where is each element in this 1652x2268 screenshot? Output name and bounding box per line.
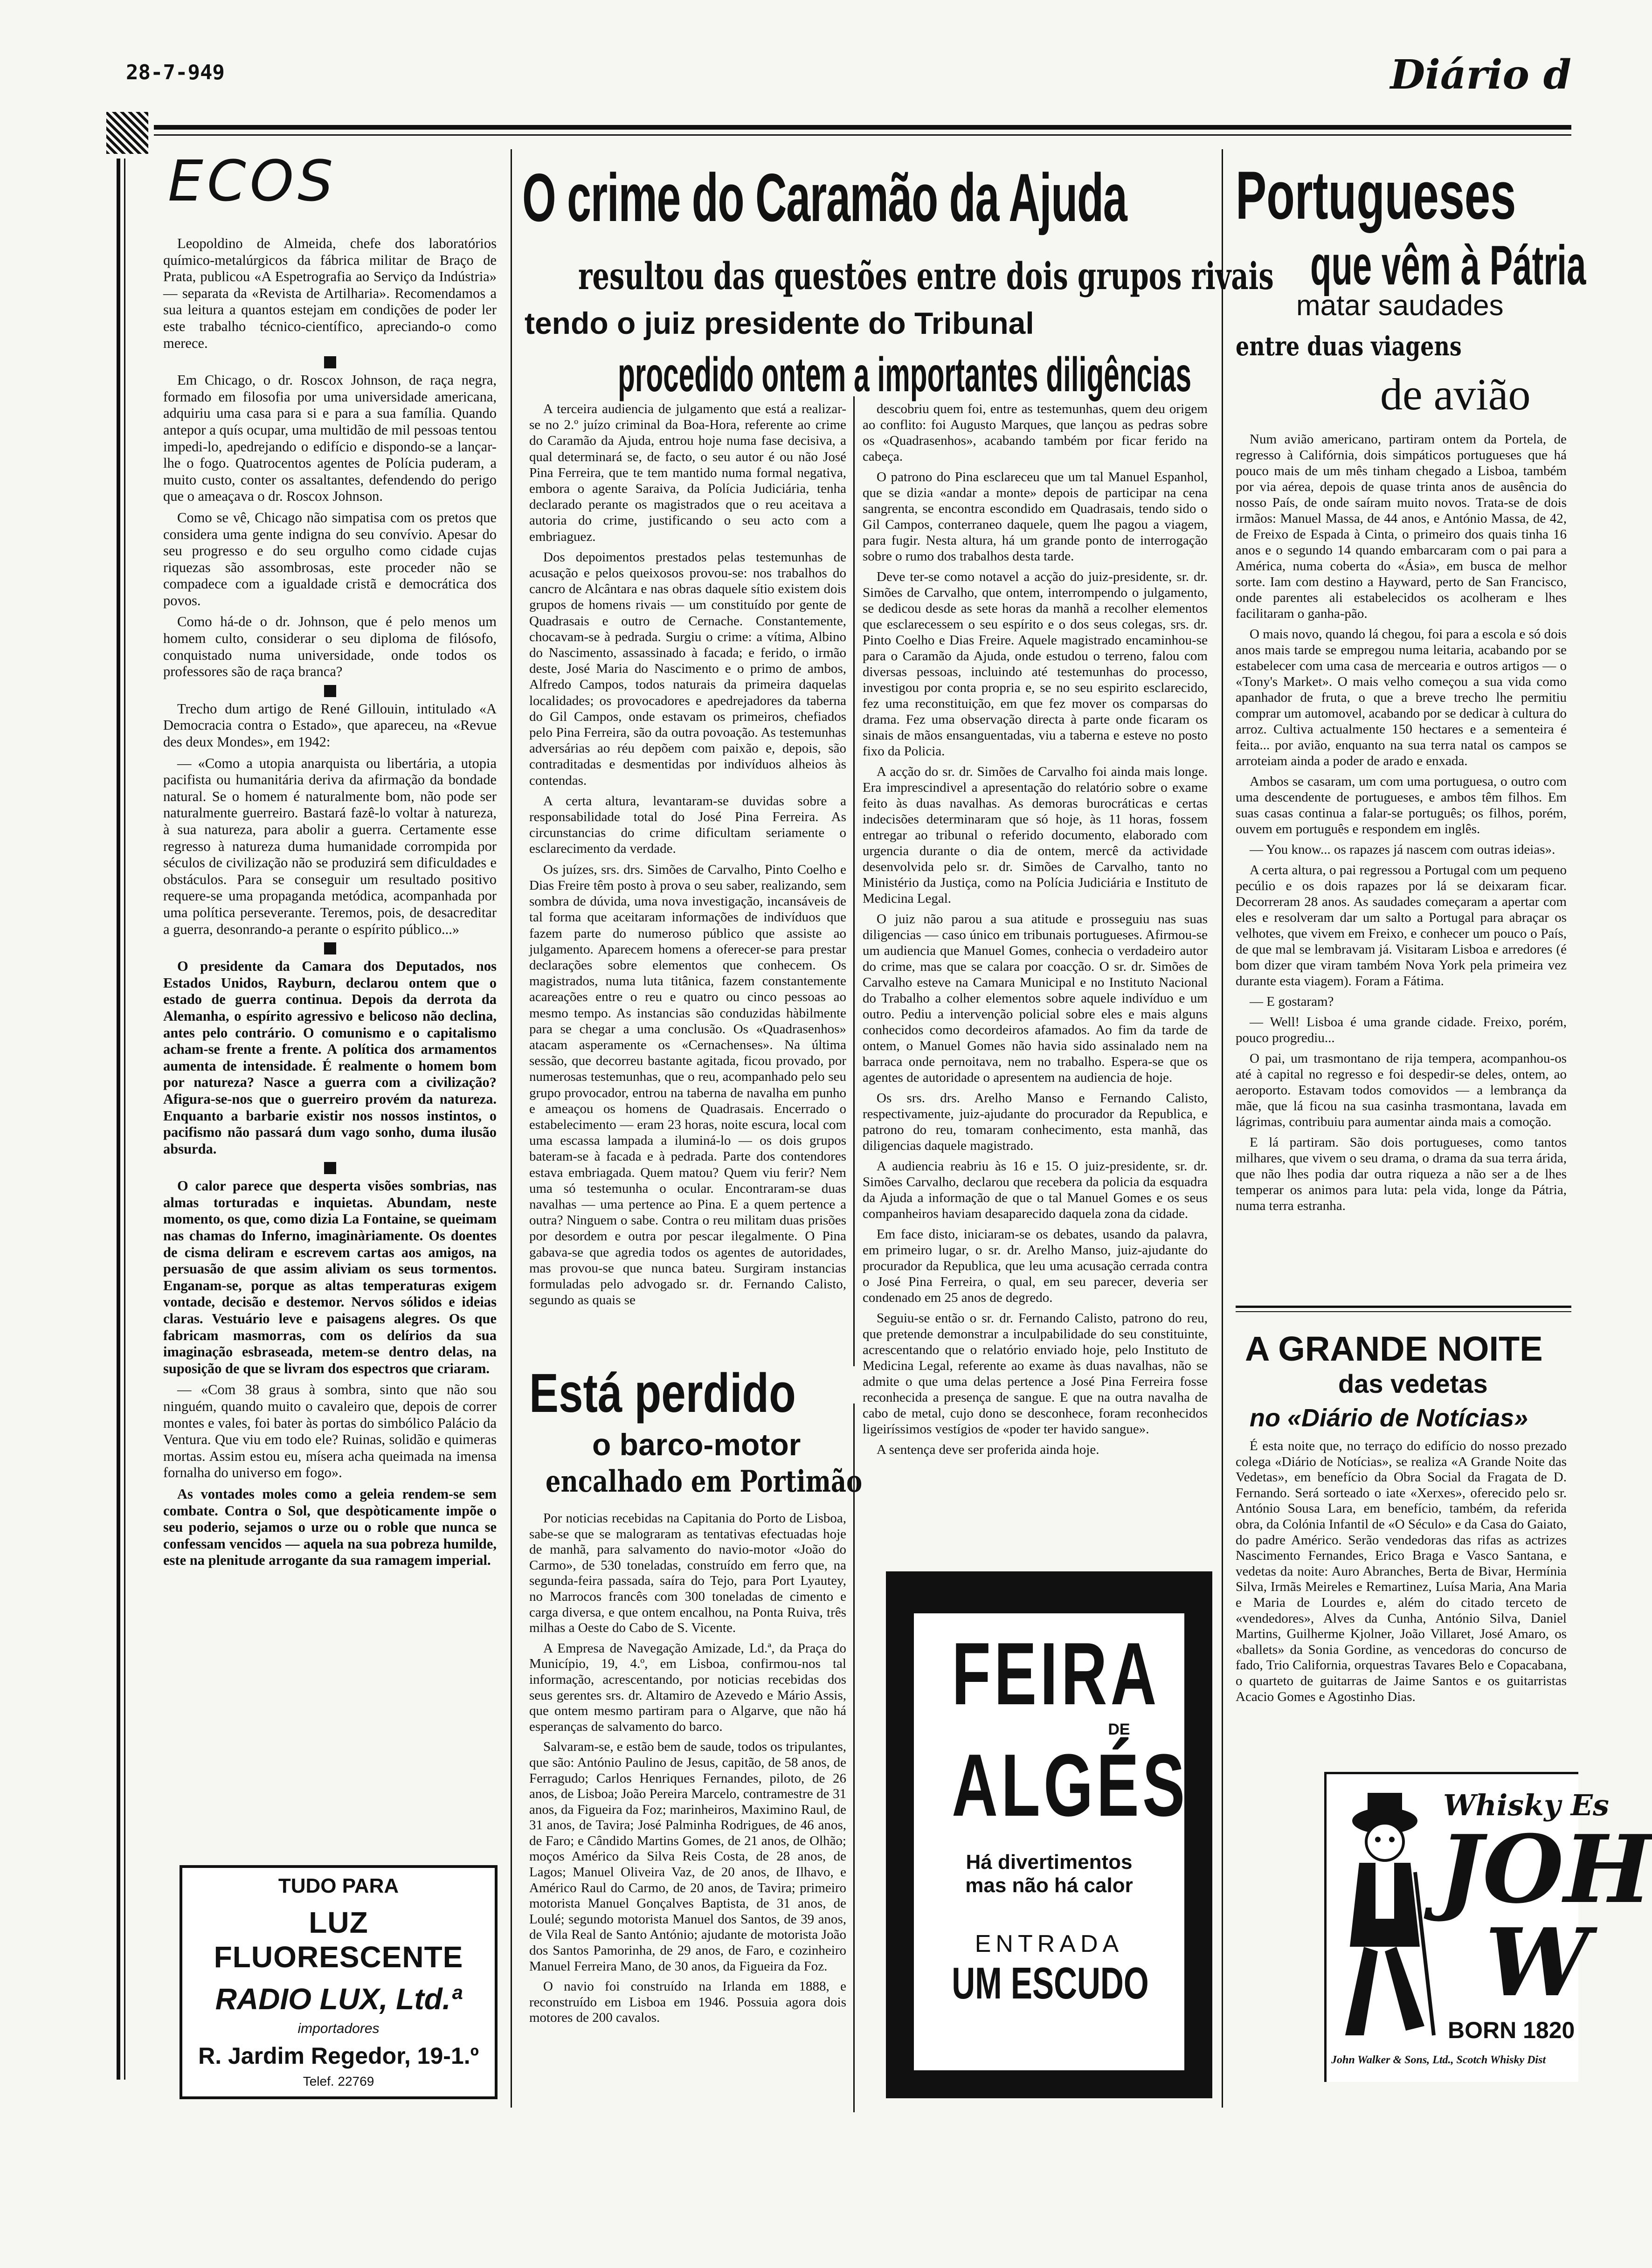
ad-line: Whisky Es — [1443, 1788, 1609, 1822]
ecos-paragraph: Leopoldino de Almeida, chefe dos laboratórios químico-metalúrgicos da fábrica militar de Braço de Prata, publicou «A Espetrografia ao Serviço da Indústria» — separata da «Revista de Artilharia». Recomendamos a sua leitura a quantos estejam em condições de poder ler este trabalho técnico-científico, apreciando-o como merece. — [163, 235, 497, 351]
portugueses-paragraph: A certa altura, o pai regressou a Portugal com um pequeno pecúlio e os dois rapazes por lá se deixaram ficar. Decorreram 28 anos. As saudades começaram a apertar com eles e resolveram dar um salto a Portugal para abraçar os velhotes, que vivem em Freixo, e conhecer um pouco o País, de que mal se lembravam já. Visitaram Lisboa e arredores (é bom dizer que viram também Nova York pela primeira vez durante esta viagem). Foram a Fátima. — [1236, 863, 1567, 989]
barco-paragraph: Por noticias recebidas na Capitania do Porto de Lisboa, sabe-se que se malograram as tentativas efectuadas hoje de manhã, para salvamento do navio-motor «João do Carmo», de 530 toneladas, construído em ferro que, na segunda-feira passada, saíra do Tejo, para Port Lyautey, no Marrocos francês com 300 toneladas de cimento e carga diversa, e que ontem encalhou, na Ponta Ruiva, três milhas a Oeste do Cabo de S. Vicente. — [529, 1511, 846, 1636]
portugueses-column — [1236, 431, 1567, 1289]
noite-subhead: no «Diário de Notícias» — [1250, 1404, 1528, 1432]
ecos-paragraph: As vontades moles como a geleia rendem-se sem combate. Contra o Sol, que despòticamente impõe o seu poderio, sejamos o urze ou o roble que nunca se confessam vencidos — aquela na sua pobreza humilde, este na plenitude arrogante da sua ramagem imperial. — [163, 1486, 497, 1569]
portugueses-paragraph: — Well! Lisboa é uma grande cidade. Freixo, porém, pouco progrediu... — [1236, 1015, 1567, 1045]
section-rule — [1236, 1311, 1571, 1312]
column-rule — [853, 1404, 855, 2112]
portugueses-paragraph: O mais novo, quando lá chegou, foi para a escola e só dois anos mais tarde se empregou numa leitaria, acabando por se estabelecer com uma casa de mercearia e outros artigos — o «Tony's Market». O mais velho começou a sua vida como apanhador de fruta, o que a breve trecho lhe permitiu comprar um automovel, acabando por se dedicar à cultura do arroz. Cultiva actualmente 150 hectares e a sementeira é feita... por avião, enquanto na sua terra natal os campos se arroteiam ainda a poder de arado e enxada. — [1236, 627, 1567, 768]
crime-paragraph: Seguiu-se então o sr. dr. Fernando Calisto, patrono do reu, que pretende demonstrar a inculpabilidade do seu constituinte, acrescentando que o relatório enviado hoje, pelo Instituto de Medicina Legal, referente ao exame às duas navalhas, não se admite o que uma delas pertence a José Pina Ferreira fosse reconhecida a presença de sangue. E que na outra navalha de cabo de metal, cujo dono se desconhece, foram reconhecidos ligeiríssimos vestígios de «poder ter havido sangue». — [863, 1311, 1208, 1437]
portugueses-paragraph: — You know... os rapazes já nascem com outras ideias». — [1250, 842, 1555, 857]
corner-ornament — [106, 112, 148, 154]
ad-line: Telef. 22769 — [303, 2074, 374, 2088]
crime-column — [529, 401, 846, 1357]
radio-lux-ad — [180, 1865, 498, 2099]
crime-paragraph: Dos depoimentos prestados pelas testemunhas de acusação e pelos queixosos provou-se: nos trabalhos do cancro de Alcântara e nas obras daquele sítio existem dois grupos de homens rivais — um constituído por gente de Quadrasais e outro de Cernache. Constantemente, chocavam-se à pedrada. Surgiu o crime: a vítima, Albino do Nascimento, assassinado à facada; e ferido, o irmão deste, José Maria do Nascimento e o primo de ambos, Alfredo Campos, todos naturais da primeira daquelas localidades; os provocadores e apedrejadores da taberna do Gil Campos, onde estavam os primeiros, chefiados pelo Pina Ferreira, são da outra povoação. As testemunhas adversárias ao réu depõem com paixão e, depois, são contraditadas e desmentidas por indivíduos alheios às contendas. — [529, 549, 846, 788]
ad-line: ENTRADA — [975, 1930, 1124, 1957]
ecos-paragraph: Como se vê, Chicago não simpatisa com os pretos que considera uma gente indigna do seu convívio. Apesar do seu progresso e do seu orgulho como cidade cujas riquezas são assombrosas, este proceder não se compadece com a igualdade cristã e democrática dos povos. — [163, 509, 497, 608]
header-rule-thin — [154, 134, 1571, 136]
ad-line: FEIRA — [952, 1625, 1160, 1723]
crime-subhead: procedido ontem a importantes diligências — [618, 348, 1192, 402]
ad-line: Há divertimentos — [966, 1851, 1133, 1874]
ad-line: ALGÉS — [952, 1736, 1189, 1835]
noite-column — [1236, 1438, 1567, 1742]
ad-line: UM ESCUDO — [952, 1958, 1149, 2008]
portugueses-paragraph: O pai, um trasmontano de rija tempera, acompanhou-os até à capital no regresso e foi despedir-se deles, ontem, ao aeroporto. Estavam todos comovidos — a lembrança da mãe, que lá ficou na sua casinha trasmontana, lavada em lágrimas, contribuiu para aumentar ainda mais a comoção. — [1236, 1051, 1567, 1129]
ad-line: W — [1485, 1908, 1590, 2018]
page-date: 28-7-949 — [126, 61, 225, 84]
striding-man-logo — [1331, 1793, 1438, 2045]
crime-paragraph: Os juízes, srs. drs. Simões de Carvalho, Pinto Coelho e Dias Freire têm posto à prova o seu saber, realizando, sem sombra de dúvida, uma nova investigação, incansáveis de tal forma que aceitaram informações de indivíduos que fazem parte do numeroso público que assiste ao julgamento. Aparecem homens a oferecer-se para prestar declarações sobre elementos que conhecem. Os magistrados, numa luta titânica, fazem constantemente acareações entre o reu e quatro ou cinco pessoas ao mesmo tempo. As instancias são conduzidas hàbilmente para se chegar a uma conclusão. Os «Quadrasenhos» atacam asperamente os «Cernachenses». Na última sessão, que decorreu bastante agitada, ficou provado, por numerosas testemunhas, que o reu, acompanhado pelo seu grupo provocador, entrou na taberna de navalha em punho e ameaçou os homens de Quadrasais. Encerrado o estabelecimento — eram 23 horas, noite escura, local com uma escassa lampada a iluminá-lo — os dois grupos bateram-se à facada e à pedrada. Parte dos contendores estava embriagada. Quem matou? Quem viu ferir? Nem uma só testemunha o ocular. Encontraram-se duas navalhas — uma pertence ao Pina. E a quem pertence a outra? Ninguem o sabe. Contra o reu militam duas prisões por desordem e outra por pescar ilegalmente. O Pina gabava-se que agredia todos os agentes de autoridades, mas provou-se que nunca bateu. Surgiram instancias formuladas pelo advogado sr. dr. Fernando Calisto, segundo as quais se — [529, 862, 846, 1308]
portugueses-subhead: matar saudades — [1296, 290, 1504, 322]
barco-paragraph: Salvaram-se, e estão bem de saude, todos os tripulantes, que são: António Paulino de Jesus, capitão, de 58 anos, de Ferragudo; Carlos Henriques Fernandes, piloto, de 26 anos, de Lisboa; João Pereira Marcelo, contramestre de 31 anos, da Figueira da Foz; marinheiros, Maximino Raul, de 31 anos, de Tavira; José Palminha Rodrigues, de 46 anos, de Faro; e Cândido Martins Gomes, de 21 anos, de Olhão; moços Américo da Silva Reis Costa, de 28 anos, de Lagos; Manuel Oliveira Vaz, de 20 anos, de Ilhavo, e Américo Raul do Carmo, de 20 anos, de Tavira; primeiro motorista Manuel Gonçalves Baptista, de 31 anos, de Loulé; segundo motorista Manuel dos Santos, de 39 anos, de Vila Real de Santo António; ajudante de motorista João dos Santos Pamorinha, de 29 anos, de Faro, e cozinheiro Manuel Ferreira Mano, de 30 anos, da Figueira da Foz. — [529, 1739, 846, 1974]
portugueses-paragraph: — E gostaram? — [1250, 994, 1334, 1009]
crime-paragraph: A terceira audiencia de julgamento que está a realizar-se no 2.º juízo criminal da Boa-Hora, referente ao crime do Caramão da Ajuda, entrou hoje numa fase decisiva, a qual determinará se, de facto, o seu autor é ou não José Pina Ferreira, que te tem mantido numa formal negativa, embora o agente Saraiva, da Polícia Judiciária, tenha declarado perante os magistrados que o reu aceitava a autoria do crime, justificando o seu acto com a embriaguez. — [529, 401, 846, 544]
crime-paragraph: O juiz não parou a sua atitude e prosseguiu nas suas diligencias — caso único em tribunais portugueses. Afirmou-se um audiencia que Manuel Gomes, conhecia o verdadeiro autor do crime, mas que se calara por coacção. O sr. dr. Simões de Carvalho esteve na Camara Municipal e no Instituto Nacional do Trabalho a colher elementos sobre aquele indivíduo e um outro. Pediu a intervenção policial sobre eles e mais alguns conhecidos como decordeiros afamados. Ao fim da tarde de ontem, o Manuel Gomes não havia sido assinalado nem na barraca onde pernoitava, nem no trabalho. Espera-se que os agentes de autoridade o apresentem na audiencia de hoje. — [863, 912, 1208, 1085]
ecos-paragraph: Como há-de o dr. Johnson, que é pelo menos um homem culto, considerar o seu diploma de filósofo, conquistado numa universidade, onde todos os professores são de raça branca? — [163, 614, 497, 680]
barco-column — [529, 1511, 846, 2089]
bullet-divider — [324, 685, 336, 697]
ad-line: BORN 1820 — [1448, 2017, 1575, 2043]
ad-line: LUZ FLUORESCENTE — [214, 1906, 463, 1974]
crime-paragraph: A certa altura, levantaram-se duvidas sobre a responsabilidade total do José Pina Ferreira. As circunstancias do crime dificultam seriamente o esclarecimento da verdade. — [529, 793, 846, 857]
portugueses-paragraph: E lá partiram. São dois portugueses, como tantos milhares, que vivem o seu drama, o drama da sua terra árida, que não lhes podia dar outra riqueza a não ser a de lhes temperar os animos para luta: pela vida, longe da Pátria, numa terra estranha. — [1236, 1135, 1567, 1213]
barco-paragraph: A Empresa de Navegação Amizade, Ld.ª, da Praça do Município, 19, 4.º, em Lisboa, confirmou-nos tal informação, acrescentando, por noticias recebidas dos seus gerentes srs. dr. Altamiro de Azevedo e Mário Assis, que ontem mesmo partiram para o Algarve, que não há esperanças de salvamento do barco. — [529, 1640, 846, 1734]
ecos-paragraph: — «Com 38 graus à sombra, sinto que não sou ninguém, quando muito o cavaleiro que, depois de correr montes e vales, foi bater às portas do simbólico Palácio da Ventura. Que viu em todo ele? Ruinas, solidão e quimeras mortas. Assim estou eu, mísera acha queimada na imensa fornalha do universo em fogo». — [163, 1382, 497, 1481]
noite-headline: A GRANDE NOITE — [1245, 1329, 1543, 1368]
ecos-paragraph: O presidente da Camara dos Deputados, nos Estados Unidos, Rayburn, declarou ontem que o estado de guerra continua. Depois da derrota da Alemanha, o espírito agressivo e belicoso não declina, antes pelo contrário. O comunismo e o capitalismo acham-se frente a frente. A política dos armamentos aumenta de intensidade. É realmente o homem bom por natureza? Nasce a guerra com a civilização? Afigura-se-nos que o guerreiro provém da natureza. Enquanto a barbarie existir nos nossos instintos, o pacifismo não passará dum vago sonho, duma ilusão absurda. — [163, 958, 497, 1157]
portugueses-subhead: de avião — [1380, 369, 1531, 419]
portugueses-subhead: que vêm à Pátria — [1310, 234, 1586, 297]
ad-line: DE — [1108, 1721, 1130, 1738]
crime-paragraph: descobriu quem foi, entre as testemunhas, quem deu origem ao conflito: foi Augusto Marques, que lançou as pedras sobre os «Quadrasenhos», acabando também por ficar ferido na cabeça. — [863, 401, 1208, 464]
ad-line: TUDO PARA — [278, 1874, 399, 1897]
section-rule — [1236, 1306, 1571, 1308]
column-rule — [511, 149, 512, 2108]
barco-subhead: encalhado em Portimão — [546, 1464, 863, 1499]
header-rule-thick — [154, 125, 1571, 130]
barco-headline: Está perdido — [529, 1362, 796, 1424]
column-rule — [1222, 149, 1223, 2108]
left-border — [117, 159, 120, 2080]
noite-paragraph: É esta noite que, no terraço do edifício do nosso prezado colega «Diário de Notícias», se realiza «A Grande Noite das Vedetas», em benefício da Obra Social da Fragata de D. Fernando. Será sorteado o iate «Xerxes», oferecido pelo sr. António Sousa Lara, em benefício, também, da referida obra, da Colónia Infantil de «O Século» e da Casa do Gaiato, do padre Américo. Serão vendedoras das rifas as actrizes Nascimento Fernandes, Erico Braga e Vasco Santana, e vedetas da noite: Auro Abranches, Berta de Bivar, Hermínia Silva, Irmãs Meireles e Remartinez, Luísa Maria, Ana Maria e Maria de Lourdes e, além do citado terceto de «vendedores», Alves da Cunha, António Silva, Daniel Martins, Guilherme Kjolner, João Villaret, José Amaro, os «ballets» da Sonia Gordine, as vencedoras do concurso de fado, Trio California, orquestras Tavares Belo e Copacabana, o quarteto de guitarras de Jaime Santos e os guitarristas Acacio Gomes e Agostinho Dias. — [1236, 1438, 1567, 1704]
feira-de-alges-ad — [914, 1613, 1189, 2070]
portugueses-paragraph: Num avião americano, partiram ontem da Portela, de regresso à Califórnia, dois simpáticos portugueses que há pouco mais de um mês tinham chegado a Lisboa, também por via aérea, depois de quase trinta anos de ausência do nosso País, de onde saíram muito novos. Trata-se de dois irmãos: Manuel Massa, de 44 anos, e António Massa, de 42, de Freixo de Espada à Cinta, o primeiro dos quais tinha 16 anos e o segundo 14 quando embarcaram com o pai para a América, numa coberta do «Ásia», em busca de melhor sorte. Iam com destino a Hayward, perto de San Francisco, onde parentes ali estabelecidos os acolheram e lhes facilitaram o ganha-pão. — [1236, 432, 1567, 621]
noite-subhead: das vedetas — [1338, 1369, 1488, 1398]
ad-line: John Walker & Sons, Ltd., Scotch Whisky Dist — [1331, 2054, 1546, 2066]
crime-headline: O crime do Caramão da Ajuda — [522, 159, 1127, 235]
portugueses-headline: Portugueses — [1236, 157, 1516, 233]
crime-subhead: tendo o juiz presidente do Tribunal — [525, 306, 1034, 340]
crime-column — [863, 401, 1208, 1457]
crime-paragraph: O patrono do Pina esclareceu que um tal Manuel Espanhol, que se dizia «andar a monte» depois de participar na cena sangrenta, se encontra escondido em Quadrasais, tendo sido o Gil Campos, conterraneo daquele, quem lhe pagou a viagem, para fugir. Nesta altura, há um grande ponto de interrogação sobre o rumo dos trabalhos desta tarde. — [863, 470, 1208, 564]
crime-paragraph: Em face disto, iniciaram-se os debates, usando da palavra, em primeiro lugar, o sr. dr. Arelho Manso, juiz-ajudante do procurador da Republica, que leu uma acusação cerrada contra o José Pina Ferreira, o qual, em seu parecer, deveria ser condenado em 25 anos de degredo. — [863, 1227, 1208, 1305]
ad-line: JOH — [1438, 1815, 1652, 1924]
portugueses-paragraph: Ambos se casaram, um com uma portuguesa, o outro com uma descendente de portugueses, e ambos têm filhos. Em suas casas continua a falar-se português; os filhos, porém, ouvem em português e respondem em inglês. — [1236, 774, 1567, 837]
ecos-column — [163, 235, 497, 1858]
crime-subhead: resultou das questões entre dois grupos rivais — [578, 254, 1274, 298]
ad-line: mas não há calor — [965, 1874, 1133, 1897]
crime-paragraph: A sentença deve ser proferida ainda hoje. — [877, 1442, 1099, 1457]
crime-paragraph: A audiencia reabriu às 16 e 15. O juiz-presidente, sr. dr. Simões Carvalho, declarou que recebera da policia da esquadra da Ajuda a informação de que o tal Manuel Gomes e os seus companheiros haviam desaparecido daquela zona da cidade. — [863, 1159, 1208, 1221]
bullet-divider — [324, 1162, 336, 1174]
ad-line: RADIO LUX, Ltd.ª — [215, 1982, 462, 2016]
crime-paragraph: Deve ter-se como notavel a acção do juiz-presidente, sr. dr. Simões de Carvalho, que ontem, interrompendo o julgamento, se dedicou desde as sete horas da manhã a recolher elementos que esclarecessem o seu espírito e o dos seus colegas, srs. dr. Pinto Coelho e Dias Freire. Aquele magistrado encaminhou-se para o Caramão da Ajuda, onde estudou o terreno, falou com diversas pessoas, incluindo até testemunhas do processo, investigou por conta propria e, se no seu espirito esclarecido, fez uma reconstituição, em que fez mover os comparsas do drama. Fez uma observação directa à parte onde ficaram os sinais de mãos ensanguentadas, viu a taberna e esteve no posto fixo da Policia. — [863, 569, 1208, 759]
barco-subhead: o barco-motor — [592, 1427, 801, 1462]
ecos-paragraph: — «Como a utopia anarquista ou libertária, a utopia pacifista ou humanitária deriva da afirmação da bondade natural. Se o homem é naturalmente bom, não pode ser naturalmente guerreiro. Bastará fazê-lo voltar à natureza, à sua natureza, para abolir a guerra. Certamente esse regresso à natureza duma humanidade corrompida por séculos de civilização não se produzirá sem dificuldades e obstáculos. Para se conseguir um resultado positivo requere-se uma propaganda metódica, acompanhada por uma política perseverante. Teremos, pois, de desacreditar a guerra, desonrando-a perante o espírito público...» — [163, 755, 497, 937]
left-border-inner — [124, 159, 125, 2080]
portugueses-subhead: entre duas viagens — [1236, 331, 1462, 362]
bullet-divider — [324, 942, 336, 954]
ad-line: R. Jardim Regedor, 19-1.º — [198, 2043, 479, 2069]
ecos-paragraph: Trecho dum artigo de René Gillouin, intitulado «A Democracia contra o Estado», que apareceu, na «Revue des deux Mondes», em 1942: — [163, 700, 497, 750]
bullet-divider — [324, 356, 336, 368]
ecos-title: ECOS — [168, 149, 337, 214]
ad-line: importadores — [297, 2021, 380, 2036]
ecos-paragraph: Em Chicago, o dr. Roscox Johnson, de raça negra, formado em filosofia por uma universidade americana, adquiriu uma casa para si e para a sua família. Quando antepor a quís ocupar, uma multidão de mil pessoas tentou impedi-lo, apedrejando o edifício e dispondo-se a lançar-lhe o fogo. Quatrocentos agentes de Polícia puderam, a muito custo, conter os assaltantes, defendendo do perigo que o ameaçava o dr. Roscox Johnson. — [163, 372, 497, 505]
column-rule — [853, 396, 855, 1366]
crime-paragraph: A acção do sr. dr. Simões de Carvalho foi ainda mais longe. Era imprescindivel a apresentação do relatório sobre o exame feito às duas navalhas. As demoras burocráticas e certas indecisões determinaram que só hoje, às 11 horas, fossem entregar ao tribunal o referido documento, elaborado com urgencia durante o dia de ontem, mercê da actividade desenvolvida pelo sr. dr. Simões de Carvalho, tanto no Ministério da Justiça, como na Polícia Judiciária e Instituto de Medicina Legal. — [863, 764, 1208, 906]
whisky-ad — [1324, 1772, 1652, 2082]
barco-paragraph: O navio foi construído na Irlanda em 1888, e reconstruído em Lisboa em 1946. Possuia agora dois motores de 200 cavalos. — [529, 1979, 846, 2026]
masthead: Diário d — [1390, 51, 1571, 98]
ecos-paragraph: O calor parece que desperta visões sombrias, nas almas torturadas e inquietas. Abundam, neste momento, os que, como dizia La Fontaine, se queimam nas chamas do Inferno, imaginàriamente. Os doentes de cisma deliram e escrevem cartas aos amigos, na persuasão de que assim aliviam os seus tormentos. Enganam-se, porque as altas temperaturas exigem vontade, decisão e destemor. Nervos sólidos e ideias claras. Vestuário leve e paisagens alegres. Os que fabricam masmorras, com os delírios da sua imaginação esbraseada, metem-se dentro delas, na suposição de que se livram dos espectros que criaram. — [163, 1178, 497, 1376]
crime-paragraph: Os srs. drs. Arelho Manso e Fernando Calisto, respectivamente, juiz-ajudante do procurador da Republica, e patrono do reu, tomaram conhecimento, esta manhã, das diligencias daquele magistrado. — [863, 1091, 1208, 1153]
